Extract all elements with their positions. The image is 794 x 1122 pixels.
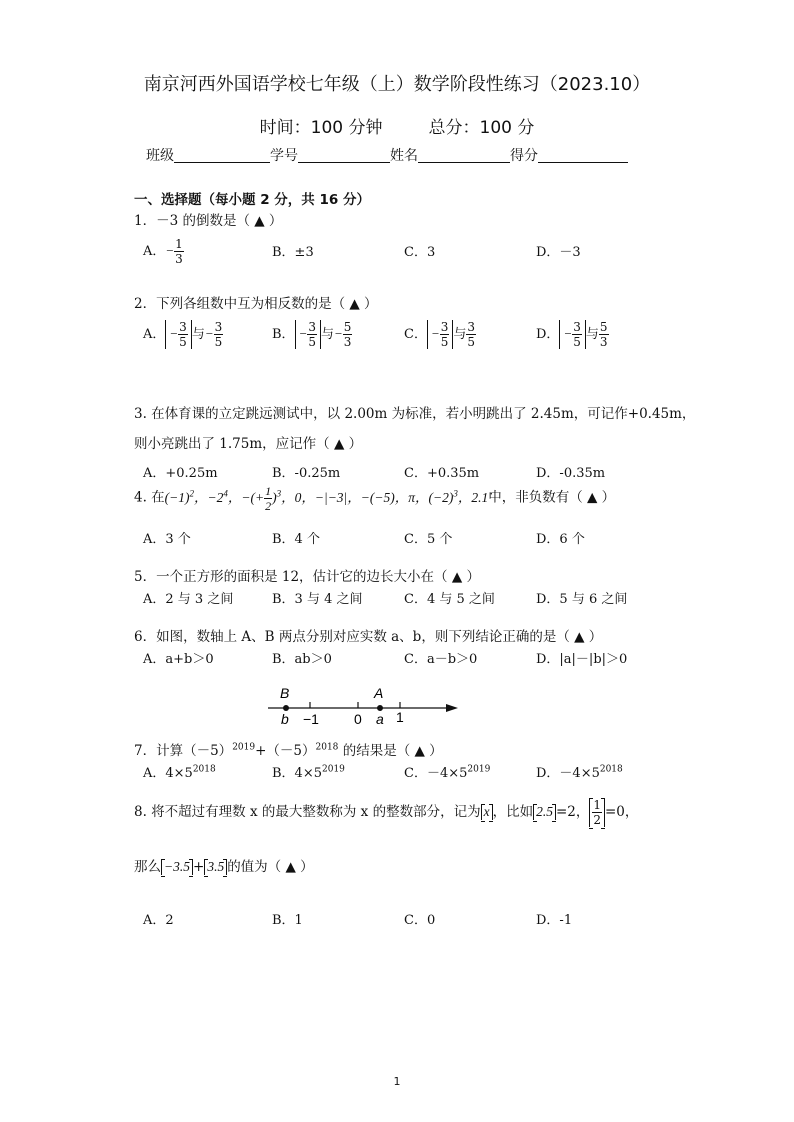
q6-option-c: C．a－b＞0 <box>404 652 478 667</box>
label-zero: 0 <box>354 711 362 727</box>
q3-stem-line1: 3. 在体育课的立定跳远测试中，以 2.00m 为标准，若小明跳出了 2.45m，可记作+0.45m， <box>134 406 696 422</box>
q4-option-b: B．4 个 <box>272 532 320 547</box>
q7-option-a: A．$4\times 5^{2018}$ <box>143 764 216 781</box>
q8-option-d: D．-1 <box>536 913 573 928</box>
q1-option-a: A．− $\frac{1}{3}$ <box>143 237 183 266</box>
label-A: A <box>374 685 384 701</box>
q8-option-b: B．1 <box>272 913 303 928</box>
q6-stem: 6．如图，数轴上 A、B 两点分别对应实数 a、b，则下列结论正确的是（ ▲ ） <box>134 629 603 645</box>
q5-option-d: D．5 与 6 之间 <box>536 592 628 607</box>
label-one: 1 <box>396 709 404 725</box>
q4-number-list: $(-1)^2$，$-2^4$，−(+ $\frac{1}{2}$ )$^3$，0，−|−3|，−(−5)，π，$(-2)^3$，2.1̇ <box>164 484 489 513</box>
q3-option-a: A．+0.25m <box>143 466 218 481</box>
q8-option-a: A．2 <box>143 913 174 928</box>
q8-stem-line2: 那么 −3.5 + 3.5 的值为（ ▲ ） <box>134 859 314 875</box>
q5-option-c: C．4 与 5 之间 <box>404 592 495 607</box>
q1-option-d: D．－3 <box>536 245 581 260</box>
q7-stem: 7．计算$(-5)^{2019}+(-5)^{2018}$ 的结果是（ ▲ ） <box>134 742 443 759</box>
q3-option-c: C．+0.35m <box>404 466 480 481</box>
name-blank[interactable] <box>418 148 510 163</box>
page-number: 1 <box>393 1075 401 1088</box>
q6-option-d: D．|a|－|b|＞0 <box>536 652 628 667</box>
q3-option-d: D．-0.35m <box>536 466 606 481</box>
q6-option-b: B．ab＞0 <box>272 652 332 667</box>
q4-stem: 4. 在$(-1)^2$，$-2^4$，−(+ $\frac{1}{2}$ )$^3$，0，−|−3|，−(−5)，π，$(-2)^3$，2.1̇中，非负数有（ ▲ ） <box>134 484 616 513</box>
q4-option-a: A．3 个 <box>143 532 191 547</box>
q3-stem-line2: 则小亮跳出了 1.75m，应记作（ ▲ ） <box>134 436 363 452</box>
q5-option-a: A．2 与 3 之间 <box>143 592 234 607</box>
class-label: 班级 <box>146 148 174 164</box>
q1-stem: 1．－3 的倒数是（ ▲ ） <box>134 213 283 229</box>
name-label: 姓名 <box>390 148 418 164</box>
label-b: b <box>281 711 289 727</box>
q7-option-d: D．$-4\times 5^{2018}$ <box>536 764 623 781</box>
q2-option-d: D． − $\frac{3}{5}$ 与 $\frac{5}{3}$ <box>536 320 608 349</box>
label-minus-one: −1 <box>303 711 319 727</box>
exam-meta <box>0 113 794 138</box>
q2-option-a: A． − $\frac{3}{5}$ 与− $\frac{3}{5}$ <box>143 320 223 349</box>
score-label: 得分 <box>510 148 538 164</box>
time-info: 时间：100 分钟 <box>259 118 383 138</box>
q5-stem: 5．一个正方形的面积是 12，估计它的边长大小在（ ▲ ） <box>134 569 481 585</box>
q5-option-b: B．3 与 4 之间 <box>272 592 363 607</box>
section-title: 一、选择题（每小题 2 分，共 16 分） <box>134 192 370 208</box>
number-line-figure <box>262 682 468 728</box>
id-blank[interactable] <box>298 148 390 163</box>
q4-option-c: C．5 个 <box>404 532 453 547</box>
q6-option-a: A．a+b＞0 <box>143 652 214 667</box>
page-title: 南京河西外国语学校七年级（上）数学阶段性练习（2023.10） <box>143 74 651 95</box>
score-blank[interactable] <box>538 148 628 163</box>
student-info-row <box>146 145 628 165</box>
label-B: B <box>280 685 290 701</box>
q7-option-b: B．$4\times 5^{2019}$ <box>272 764 345 781</box>
q7-option-c: C．$-4\times 5^{2019}$ <box>404 764 491 781</box>
q1-option-c: C．3 <box>404 245 436 260</box>
axis-arrow-icon <box>446 704 458 712</box>
class-blank[interactable] <box>174 148 270 163</box>
q2-option-b: B． − $\frac{3}{5}$ 与− $\frac{5}{3}$ <box>272 320 352 349</box>
q4-option-d: D．6 个 <box>536 532 585 547</box>
label-a: a <box>376 711 384 727</box>
q3-option-b: B．-0.25m <box>272 466 341 481</box>
q1-option-b: B．±3 <box>272 245 314 260</box>
q8-option-c: C．0 <box>404 913 436 928</box>
q2-stem: 2．下列各组数中互为相反数的是（ ▲ ） <box>134 296 378 312</box>
score-info: 总分：100 分 <box>428 118 535 138</box>
q8-stem-line1: 8. 将不超过有理数 x 的最大整数称为 x 的整数部分，记为 x ，比如 2.5 =2， $\frac{1}{2}$ =0， <box>134 798 639 827</box>
id-label: 学号 <box>270 148 298 164</box>
q2-option-c: C． − $\frac{3}{5}$ 与 $\frac{3}{5}$ <box>404 320 476 349</box>
